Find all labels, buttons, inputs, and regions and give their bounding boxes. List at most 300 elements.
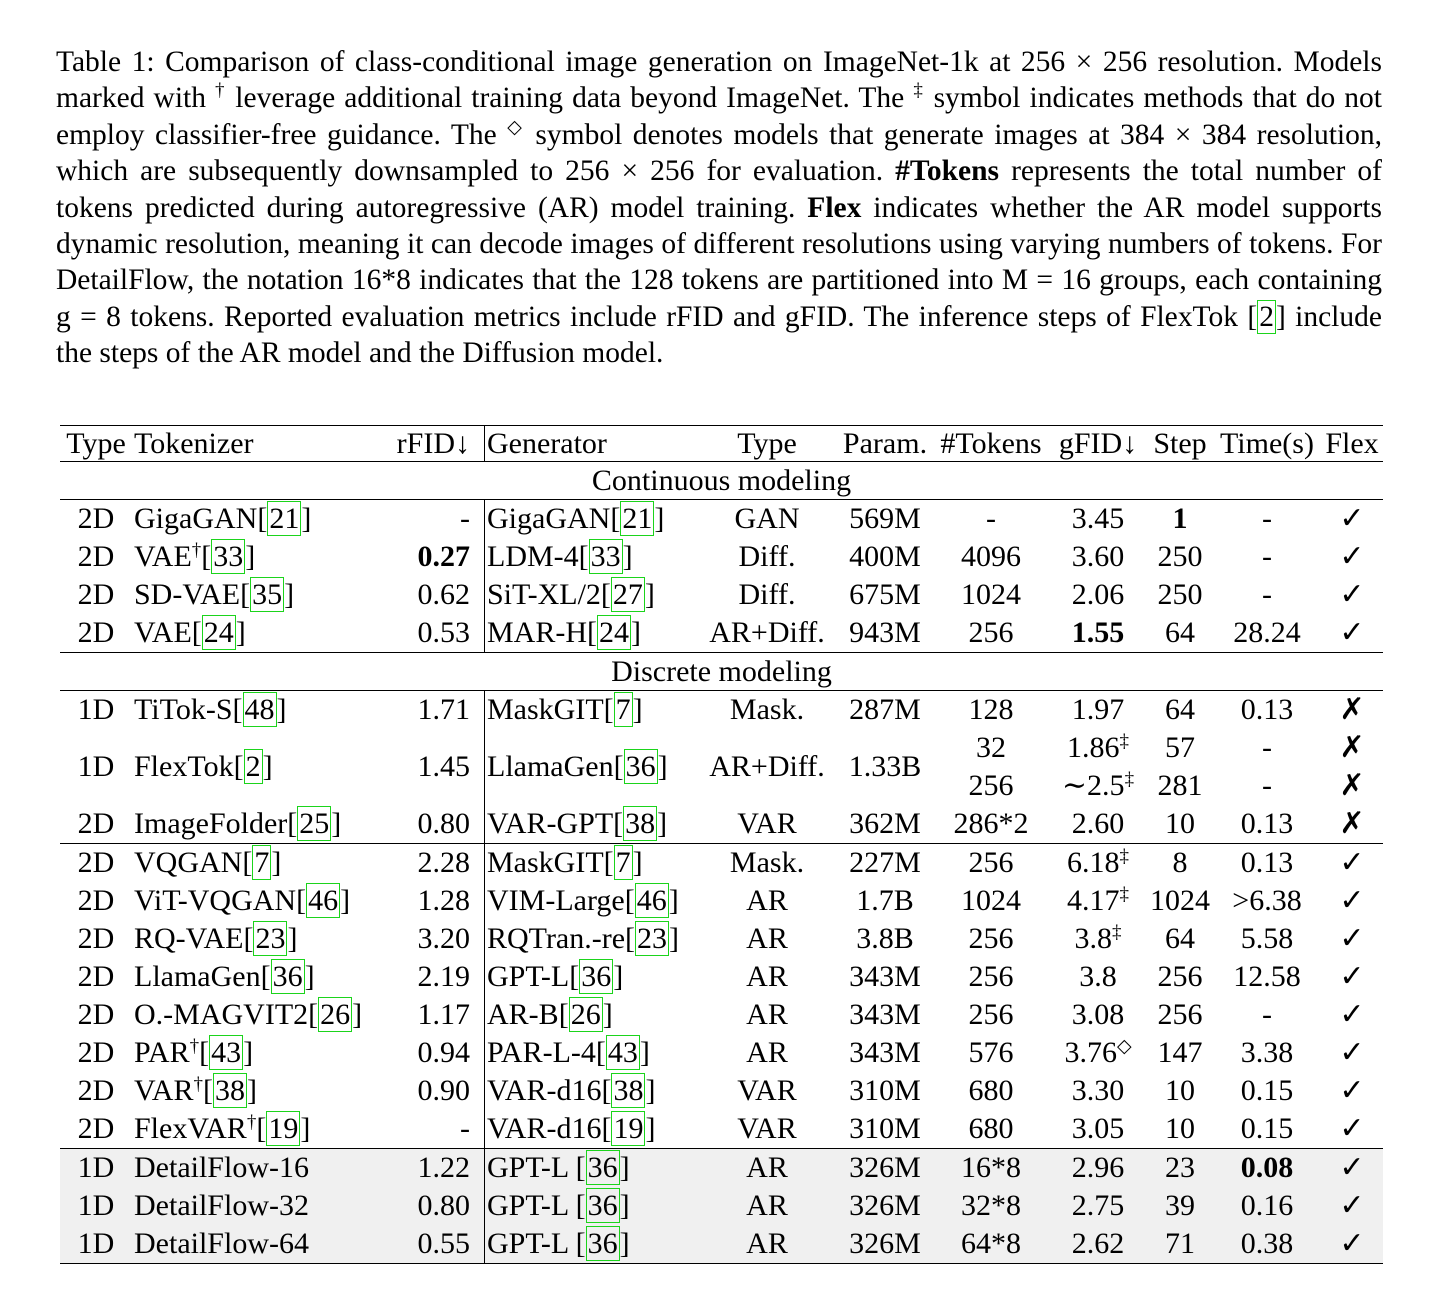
cell-param: 943M (849, 616, 921, 649)
cell-time: 0.13 (1213, 844, 1321, 883)
cell-gfid: 2.60 (1071, 807, 1125, 840)
diamond-symbol: ◇ (507, 116, 525, 138)
cell-step: 23 (1147, 1149, 1213, 1188)
cell-rfid: 1.28 (382, 882, 485, 920)
cell-time: 5.58 (1240, 922, 1294, 955)
cell-generator: SiT-XL/2[27] (487, 578, 655, 611)
cell-param: 362M (849, 807, 921, 840)
cell-time: >6.38 (1232, 884, 1302, 917)
cell-generator: VAR-d16[19] (487, 1112, 656, 1145)
tokenizer-name: ImageFolder (134, 807, 288, 840)
time-value: - (1262, 731, 1272, 764)
cell-generator-type: Diff. (738, 578, 796, 611)
cell-param: 343M (849, 1036, 921, 1069)
tokenizer-name: TiTok-S (134, 693, 233, 726)
cell-tokens: 680 (968, 1112, 1014, 1145)
cell-gfid: 1.55 (1071, 616, 1125, 649)
check-icon: ✓ (1339, 959, 1365, 994)
cell-step: 250 (1157, 540, 1203, 573)
citation-link[interactable]: 43 (211, 1036, 242, 1069)
cell-generator: GPT-L [36] (485, 1225, 698, 1264)
citation-link[interactable]: 43 (607, 1036, 638, 1069)
cell-rfid: 1.17 (382, 996, 485, 1034)
cell-tokenizer: ImageFolder[25] (134, 807, 342, 840)
citation-link[interactable]: 7 (615, 693, 631, 726)
cell-rfid: 3.20 (382, 920, 485, 958)
check-icon: ✓ (1321, 1187, 1383, 1225)
cell-rfid: 2.28 (382, 844, 485, 883)
table-row (60, 805, 1383, 844)
generator-name: AR-B (487, 998, 559, 1031)
cell-type: 2D (77, 616, 115, 649)
cell-time: - (1262, 998, 1272, 1031)
cell-generator-type: VAR (737, 1112, 797, 1145)
check-icon: ✓ (1339, 1111, 1365, 1146)
cell-step: 147 (1157, 1036, 1203, 1069)
cell-param: 343M (849, 960, 921, 993)
section-continuous: Continuous modeling (60, 462, 1383, 500)
cell-time: 0.16 (1213, 1187, 1321, 1225)
citation-link[interactable]: 36 (272, 960, 303, 993)
tokenizer-name: FlexVAR (134, 1112, 247, 1145)
cell-generator: VAR-d16[38] (487, 1074, 656, 1107)
cell-flex (1321, 729, 1383, 805)
cell-step: 1 (1172, 502, 1188, 535)
cell-tokenizer: VAE†[33] (134, 540, 256, 573)
cell-generator-type: AR (697, 1187, 837, 1225)
table-row (60, 729, 1383, 805)
cell-generator-type: AR+Diff. (709, 616, 825, 649)
table-row (60, 576, 1383, 614)
dagger-symbol: † (191, 540, 202, 561)
cell-rfid: 0.90 (382, 1072, 485, 1110)
cell-step: 8 (1147, 844, 1213, 883)
dagger-symbol: † (246, 1112, 257, 1133)
generator-name: MaskGIT (487, 846, 604, 879)
citation-link[interactable]: 25 (299, 807, 330, 840)
citation-link[interactable]: 21 (269, 502, 300, 535)
cell-tokenizer: DetailFlow-16 (132, 1149, 382, 1188)
cell-step: 39 (1147, 1187, 1213, 1225)
cell-tokenizer: PAR†[43] (134, 1036, 254, 1069)
citation-link[interactable]: 2 (1259, 300, 1274, 333)
cell-rfid: 0.94 (382, 1034, 485, 1072)
citation-link[interactable]: 36 (587, 1151, 618, 1184)
cell-param: 326M (837, 1187, 933, 1225)
cell-generator-type: GAN (734, 502, 800, 535)
cell-type: 2D (77, 884, 115, 917)
check-icon: ✓ (1339, 1035, 1365, 1070)
cell-tokenizer: VQGAN[7] (132, 844, 382, 883)
header-generator-type: Type (697, 426, 837, 462)
cell-tokenizer: SD-VAE[35] (134, 578, 295, 611)
cross-icon: ✗ (1339, 806, 1365, 841)
tokenizer-name: PAR (134, 1036, 190, 1069)
cell-tokenizer: RQ-VAE[23] (134, 922, 298, 955)
cell-gfid (1049, 844, 1147, 883)
cell-tokens: 680 (968, 1074, 1014, 1107)
table-header-row (60, 426, 1383, 462)
cell-tokenizer: O.-MAGVIT2[26] (134, 998, 363, 1031)
citation-link[interactable]: 21 (622, 502, 653, 535)
tokens-value: 32 (976, 731, 1006, 764)
cell-gfid: 2.75 (1049, 1187, 1147, 1225)
citation-link[interactable]: 38 (625, 807, 656, 840)
cell-tokens: - (986, 502, 996, 535)
cell-type: 2D (77, 502, 115, 535)
results-table (60, 425, 1379, 1264)
cell-tokenizer: DetailFlow-64 (132, 1225, 382, 1264)
table-row (60, 1072, 1383, 1110)
tokenizer-name: GigaGAN (134, 502, 258, 535)
cross-icon: ✗ (1339, 692, 1365, 727)
table-row (60, 882, 1383, 920)
citation-link[interactable]: 33 (213, 540, 244, 573)
cell-step: 250 (1157, 578, 1203, 611)
generator-name: MAR-H (487, 616, 588, 649)
cell-generator: LDM-4[33] (487, 540, 633, 573)
cell-rfid: 1.22 (382, 1149, 485, 1188)
cell-rfid: - (382, 500, 485, 539)
cell-time: 28.24 (1233, 616, 1301, 649)
double-dagger-symbol: ‡ (1112, 922, 1122, 943)
cell-gfid (1049, 920, 1147, 958)
cell-generator-type: VAR (737, 807, 797, 840)
cell-generator: VIM-Large[46] (487, 884, 679, 917)
cell-gfid: 3.08 (1071, 998, 1125, 1031)
cell-gfid: 3.60 (1071, 540, 1125, 573)
cell-time: - (1262, 502, 1272, 535)
cell-gfid: 3.8 (1079, 960, 1117, 993)
cell-generator: GigaGAN[21] (487, 502, 665, 535)
double-dagger-symbol: ‡ (913, 80, 925, 102)
citation-link[interactable]: 26 (320, 998, 351, 1031)
section-row (60, 462, 1383, 500)
gfid-value: 1.86 (1067, 731, 1120, 764)
check-icon: ✓ (1339, 997, 1365, 1032)
cell-tokenizer: FlexTok[2] (134, 750, 273, 783)
table-row-highlighted (60, 1149, 1383, 1188)
cell-generator-type: AR (746, 884, 788, 917)
tokenizer-name: SD-VAE (134, 578, 241, 611)
cell-generator-type: AR (697, 1225, 837, 1264)
cell-generator-type: Mask. (697, 844, 837, 883)
tokenizer-name: RQ-VAE (134, 922, 244, 955)
check-icon: ✓ (1339, 1073, 1365, 1108)
tokenizer-name: VAE (134, 616, 192, 649)
cell-param: 287M (849, 693, 921, 726)
cell-generator: PAR-L-4[43] (487, 1036, 650, 1069)
cell-step: 64 (1165, 693, 1195, 726)
table-row (60, 844, 1383, 883)
header-type: Type (60, 426, 132, 462)
cell-rfid: 1.45 (382, 729, 485, 805)
generator-name: VAR-GPT (487, 807, 614, 840)
table-row (60, 920, 1383, 958)
cell-step: 64 (1165, 616, 1195, 649)
table-caption: Table 1: Comparison of class-conditional image generation on ImageNet-1k at 256 × 256 resolution. Models marked with † leverage additional training data beyond ImageNet. The ‡ symbol indicates methods that do not employ classifier-free guidance. The ◇ symbol denotes models that generate images at 384 × 384 resolution, which are subsequently downsampled to 256 × 256 for evaluation. #Tokens represents the total number of tokens predicted during autoregressive (AR) model training. Flex indicates whether the AR model supports dynamic resolution, meaning it can decode images of different resolutions using varying numbers of tokens. For DetailFlow, the notation 16*8 indicates that the 128 tokens are partitioned into M = 16 groups, each containing g = 8 tokens. Reported evaluation metrics include rFID and gFID. The inference steps of FlexTok [2] include the steps of the AR model and the Diffusion model. (56, 46, 1383, 370)
cell-gfid: 2.62 (1049, 1225, 1147, 1264)
citation-link[interactable]: 46 (308, 884, 339, 917)
cell-rfid: - (382, 1110, 485, 1149)
gfid-value: 4.17 (1067, 884, 1120, 917)
generator-name: VAR-d16 (487, 1074, 602, 1107)
generator-name: PAR-L-4 (487, 1036, 596, 1069)
generator-name: VIM-Large (487, 884, 625, 917)
citation-link[interactable]: 7 (615, 846, 631, 879)
header-tokens: #Tokens (933, 426, 1049, 462)
cell-tokenizer: TiTok-S[48] (134, 693, 287, 726)
cell-generator: MaskGIT[7] (485, 844, 698, 883)
cell-rfid: 0.27 (382, 538, 485, 576)
header-generator: Generator (485, 426, 698, 462)
cell-type: 1D (77, 750, 115, 783)
citation-link[interactable]: 23 (255, 922, 286, 955)
header-rfid: rFID↓ (382, 426, 485, 462)
cell-generator-type: AR (746, 922, 788, 955)
cell-type: 1D (60, 1187, 132, 1225)
generator-name: GPT-L (487, 1227, 576, 1260)
caption-text: symbol indicates methods that do not employ classifier-free guidance. The (56, 82, 1383, 151)
check-icon: ✓ (1321, 844, 1383, 883)
cell-param: 3.8B (856, 922, 914, 955)
citation-link[interactable]: 36 (587, 1189, 618, 1222)
table-row (60, 958, 1383, 996)
cell-generator: RQTran.-re[23] (487, 922, 680, 955)
gfid-value: 3.76 (1064, 1036, 1117, 1069)
caption-text: leverage additional training data beyond ImageNet. The (226, 82, 914, 115)
check-icon: ✓ (1339, 883, 1365, 918)
diamond-symbol: ◇ (1116, 1036, 1132, 1057)
step-value: 57 (1165, 731, 1195, 764)
cell-gfid: 3.30 (1071, 1074, 1125, 1107)
flex-term: Flex (807, 191, 862, 224)
citation-link[interactable]: 26 (570, 998, 601, 1031)
cell-step: 64 (1165, 922, 1195, 955)
cell-generator-type: AR (746, 960, 788, 993)
cell-tokens: 256 (968, 922, 1014, 955)
cell-tokens: 4096 (961, 540, 1021, 573)
cell-time: 0.38 (1213, 1225, 1321, 1264)
citation-link[interactable]: 46 (636, 884, 667, 917)
header-step: Step (1147, 426, 1213, 462)
tokenizer-name: ViT-VQGAN (134, 884, 297, 917)
tokenizer-name: LlamaGen (134, 960, 261, 993)
cell-step: 71 (1147, 1225, 1213, 1264)
cell-param: 310M (849, 1074, 921, 1107)
cell-time: - (1262, 540, 1272, 573)
cell-generator-type: AR (746, 998, 788, 1031)
cell-tokens: 1024 (961, 884, 1021, 917)
time-value: - (1262, 769, 1272, 802)
cell-tokens (933, 729, 1049, 805)
cell-tokens: 64*8 (933, 1225, 1049, 1264)
check-icon: ✓ (1339, 577, 1365, 612)
cell-generator-type: AR (746, 1036, 788, 1069)
generator-name: MaskGIT (487, 693, 604, 726)
tokens-term: #Tokens (895, 155, 1000, 188)
cell-time: 0.13 (1240, 693, 1294, 726)
citation-link[interactable]: 38 (214, 1074, 245, 1107)
tokenizer-name: O.-MAGVIT2 (134, 998, 309, 1031)
cell-tokens: 256 (968, 998, 1014, 1031)
generator-name: GPT-L (487, 960, 570, 993)
cell-tokenizer: FlexVAR†[19] (134, 1112, 311, 1145)
cell-generator: GPT-L [36] (485, 1149, 698, 1188)
citation-link[interactable]: 19 (268, 1112, 299, 1145)
cell-gfid: 3.05 (1071, 1112, 1125, 1145)
citation-link[interactable]: 19 (613, 1112, 644, 1145)
gfid-value: 6.18 (1067, 846, 1120, 879)
gfid-value: 3.8 (1074, 922, 1112, 955)
generator-name: GPT-L (487, 1189, 576, 1222)
check-icon: ✓ (1339, 539, 1365, 574)
citation-link[interactable]: 7 (254, 846, 270, 879)
caption-text: Table 1: Comparison of class-conditional image generation on ImageNet-1k at 256 × 256 resolution. Models marked with (56, 46, 1382, 115)
tokenizer-name: VQGAN (134, 846, 243, 879)
cell-gfid: 2.06 (1071, 578, 1125, 611)
check-icon: ✓ (1339, 501, 1365, 536)
cell-type: 2D (77, 807, 115, 840)
table-row-highlighted (60, 1225, 1383, 1264)
cell-param: 675M (849, 578, 921, 611)
cell-param: 227M (837, 844, 933, 883)
generator-name: LDM-4 (487, 540, 579, 573)
cell-gfid (1049, 1034, 1147, 1072)
cell-generator: VAR-GPT[38] (487, 807, 668, 840)
caption-text: indicates whether the AR model supports dynamic resolution, meaning it can decode images of different resolutions using varying numbers of tokens. For DetailFlow, the notation 16*8 indicates that the 128 tokens are partitioned into M = 16 groups, each containing g = 8 tokens. Reported evaluation metrics include rFID and gFID. The inference steps of FlexTok (56, 191, 1383, 333)
cell-type: 2D (77, 1112, 115, 1145)
header-tokenizer: Tokenizer (132, 426, 382, 462)
cell-rfid: 0.80 (382, 805, 485, 844)
cell-gfid: 1.97 (1071, 693, 1125, 726)
citation-link[interactable]: 23 (637, 922, 668, 955)
cell-type: 2D (77, 960, 115, 993)
table-row (60, 538, 1383, 576)
cell-tokenizer: DetailFlow-32 (132, 1187, 382, 1225)
table-row (60, 1110, 1383, 1149)
citation-link[interactable]: 35 (252, 578, 283, 611)
cell-step: 256 (1157, 998, 1203, 1031)
cell-type: 2D (77, 922, 115, 955)
cell-step: 10 (1165, 1112, 1195, 1145)
cell-step: 10 (1165, 807, 1195, 840)
generator-name: GPT-L (487, 1151, 576, 1184)
cell-tokens: 256 (968, 616, 1014, 649)
cell-generator-type: Diff. (738, 540, 796, 573)
table-row (60, 614, 1383, 653)
table-row-highlighted (60, 1187, 1383, 1225)
cell-tokens: 16*8 (933, 1149, 1049, 1188)
caption-text: include the steps of the AR model and the Diffusion model. (56, 300, 1382, 370)
generator-name: VAR-d16 (487, 1112, 602, 1145)
cell-rfid: 1.71 (382, 691, 485, 730)
cell-tokens: 128 (968, 693, 1014, 726)
cell-tokenizer: VAR†[38] (134, 1074, 257, 1107)
section-row (60, 653, 1383, 691)
cell-param: 1.7B (856, 884, 914, 917)
cell-step: 10 (1165, 1074, 1195, 1107)
cell-tokens: 576 (968, 1036, 1014, 1069)
cell-param: 310M (849, 1112, 921, 1145)
dagger-symbol: † (215, 80, 227, 102)
cell-rfid: 0.80 (382, 1187, 485, 1225)
cell-generator-type: AR (697, 1149, 837, 1188)
citation-link[interactable]: 24 (599, 616, 630, 649)
cell-generator: AR-B[26] (487, 998, 613, 1031)
cell-tokenizer: VAE[24] (134, 616, 246, 649)
cell-gfid (1049, 882, 1147, 920)
tokenizer-name: FlexTok (134, 750, 234, 783)
cell-generator: MaskGIT[7] (487, 693, 643, 726)
citation-link[interactable]: 36 (587, 1227, 618, 1260)
double-dagger-symbol: ‡ (1119, 884, 1129, 905)
cell-tokenizer: GigaGAN[21] (134, 502, 312, 535)
check-icon: ✓ (1321, 1149, 1383, 1188)
cell-time: 0.13 (1240, 807, 1294, 840)
generator-name: RQTran.-re (487, 922, 626, 955)
header-param: Param. (837, 426, 933, 462)
section-discrete: Discrete modeling (60, 653, 1383, 691)
cell-gfid: 3.45 (1071, 502, 1125, 535)
cell-time: 0.15 (1240, 1112, 1294, 1145)
double-dagger-symbol: ‡ (1124, 769, 1135, 790)
cell-tokenizer: ViT-VQGAN[46] (134, 884, 351, 917)
header-time: Time(s) (1213, 426, 1321, 462)
citation-link[interactable]: 33 (590, 540, 621, 573)
dagger-symbol: † (193, 1074, 203, 1095)
cell-generator: MAR-H[24] (487, 616, 642, 649)
citation-link[interactable]: 48 (244, 693, 275, 726)
cell-step: 256 (1157, 960, 1203, 993)
cell-time: 12.58 (1233, 960, 1301, 993)
dagger-symbol: † (189, 1036, 200, 1057)
cell-time: 0.15 (1240, 1074, 1294, 1107)
table-row (60, 691, 1383, 730)
header-flex: Flex (1321, 426, 1383, 462)
cell-type: 2D (77, 540, 115, 573)
cell-tokens: 1024 (961, 578, 1021, 611)
cell-gfid (1049, 729, 1147, 805)
citation-link[interactable]: 2 (245, 750, 261, 783)
double-dagger-symbol: ‡ (1119, 846, 1129, 867)
citation-link[interactable]: 38 (613, 1074, 644, 1107)
citation-link[interactable]: 24 (203, 616, 234, 649)
tokens-value: 256 (968, 769, 1014, 802)
cell-generator: LlamaGen[36] (487, 750, 668, 783)
cell-type: 2D (60, 844, 132, 883)
citation-link[interactable]: 27 (612, 578, 643, 611)
generator-name: GigaGAN (487, 502, 611, 535)
cell-param: 569M (849, 502, 921, 535)
cell-generator: GPT-L [36] (485, 1187, 698, 1225)
step-value: 281 (1157, 769, 1203, 802)
table-row (60, 500, 1383, 539)
cell-type: 1D (60, 1225, 132, 1264)
citation-link[interactable]: 36 (581, 960, 612, 993)
cell-generator: GPT-L[36] (487, 960, 624, 993)
cell-param: 326M (837, 1225, 933, 1264)
cell-param: 326M (837, 1149, 933, 1188)
citation-link[interactable]: 36 (625, 750, 656, 783)
cell-tokens: 256 (968, 960, 1014, 993)
cell-generator-type: VAR (737, 1074, 797, 1107)
double-dagger-symbol: ‡ (1119, 731, 1129, 752)
cell-rfid: 0.53 (382, 614, 485, 653)
cell-param: 1.33B (848, 750, 922, 783)
cell-type: 2D (77, 998, 115, 1031)
cell-type: 1D (77, 693, 115, 726)
